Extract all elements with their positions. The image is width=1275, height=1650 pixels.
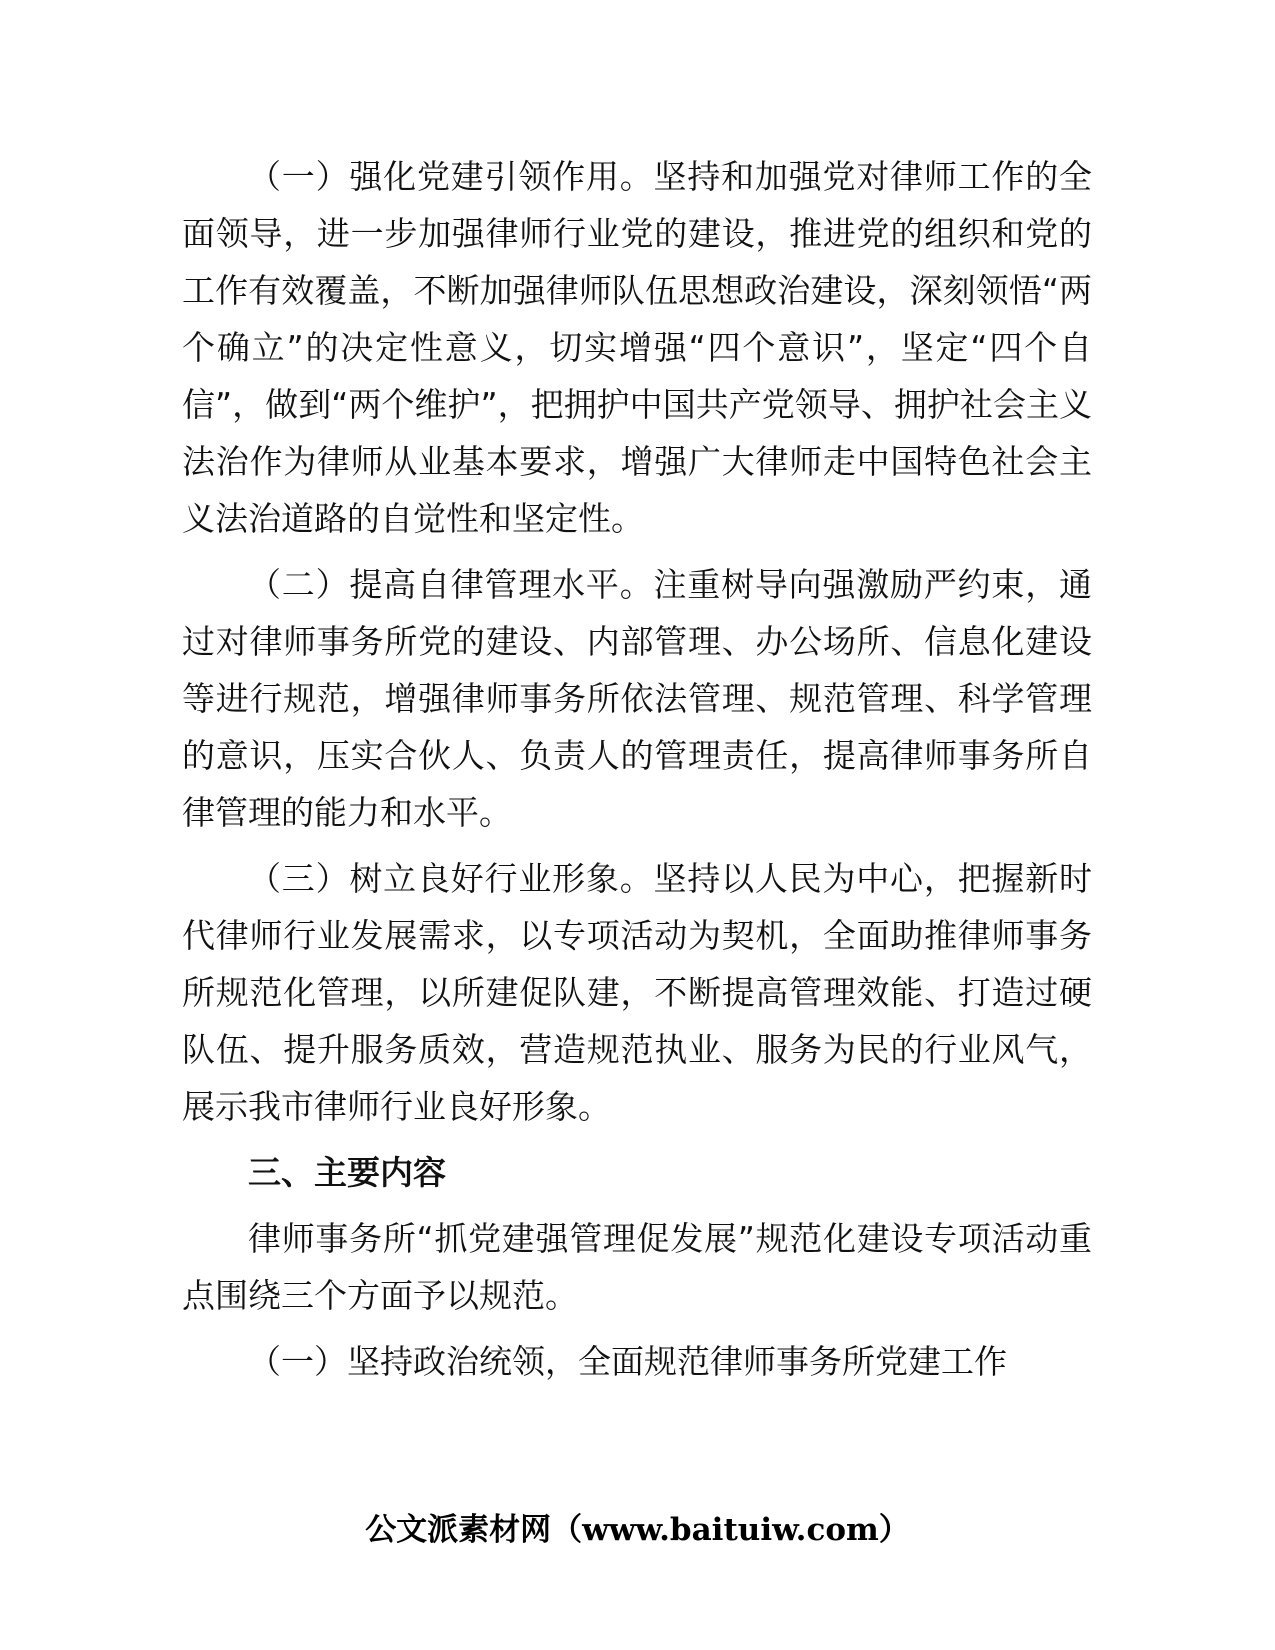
paragraph-political-leadership: （一）坚持政治统领，全面规范律师事务所党建工作 <box>248 1342 1007 1381</box>
paragraph-self-discipline-management: （二）提高自律管理水平。注重树导向强激励严约束，通过对律师事务所党的建设、内部管理、办公场所、信息化建设等进行规范，增强律师事务所依法管理、规范管理、科学管理的意识，压实合伙人、负责人的管理责任，提高律师事务所自律管理的能力和水平。 <box>182 565 1092 832</box>
document-body <box>182 148 1092 1390</box>
section-heading-main-content: 三、主要内容 <box>248 1153 446 1192</box>
paragraph-main-content-intro: 律师事务所“抓党建强管理促发展”规范化建设专项活动重点围绕三个方面予以规范。 <box>182 1219 1092 1315</box>
paragraph-industry-image: （三）树立良好行业形象。坚持以人民为中心，把握新时代律师行业发展需求，以专项活动为契机，全面助推律师事务所规范化管理，以所建促队建，不断提高管理效能、打造过硬队伍、提升服务质效，营造规范执业、服务为民的行业风气，展示我市律师行业良好形象。 <box>182 859 1092 1126</box>
footer-watermark: 公文派素材网（www.baituiw.com） <box>365 1512 910 1548</box>
paragraph-strengthen-party-leadership: （一）强化党建引领作用。坚持和加强党对律师工作的全面领导，进一步加强律师行业党的建设，推进党的组织和党的工作有效覆盖，不断加强律师队伍思想政治建设，深刻领悟“两个确立”的决定性意义，切实增强“四个意识”，坚定“四个自信”，做到“两个维护”，把拥护中国共产党领导、拥护社会主义法治作为律师从业基本要求，增强广大律师走中国特色社会主义法治道路的自觉性和坚定性。 <box>182 157 1092 538</box>
